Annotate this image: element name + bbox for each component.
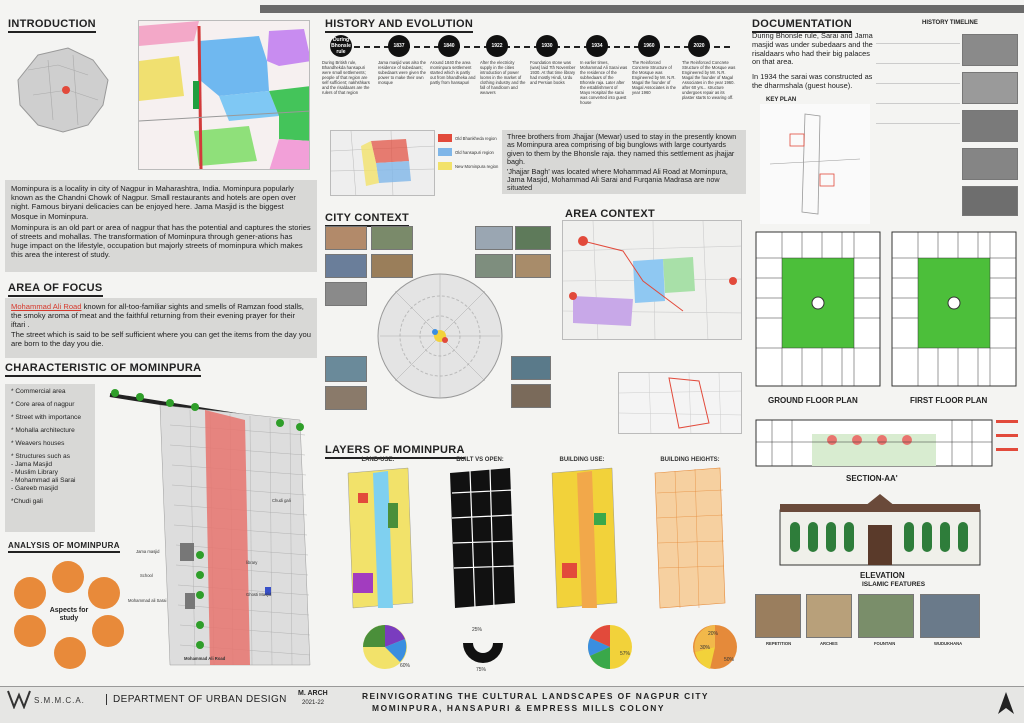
documentation-para-1: During Bhonsle rule, Sarai and Jama masjid was under subedaars and the risaldaars who had their big palaces on that area. [752, 31, 873, 67]
top-rule [260, 5, 1024, 13]
char-item: - Jama Masjid [11, 461, 53, 468]
char-item: *Chudi gali [11, 498, 43, 505]
timeline-year[interactable]: 1922 [486, 35, 508, 57]
focus-title: AREA OF FOCUS [8, 282, 103, 297]
timeline-note: In earlier times, Mohammad Ali Sarai was the residence of the subhedaars of the Bhonsle raja. Later after the establishment of Mayo Hospital the sarai was converted into guest house [580, 60, 628, 105]
ground-floor-plan [752, 228, 884, 390]
city-photo [515, 254, 551, 278]
timeline-year[interactable]: 1934 [586, 35, 608, 57]
islamic-features-title: ISLAMIC FEATURES [862, 581, 926, 588]
area-context-title: AREA CONTEXT [565, 208, 655, 223]
history-timeline [322, 30, 742, 130]
map-label-school: School [140, 573, 153, 578]
nagpur-city-map [8, 40, 118, 140]
feature-label: FOUNTAIN [874, 641, 896, 646]
documentation-text [752, 32, 874, 91]
intro-zoom-map [138, 20, 310, 170]
legend-label: Old hansapuri region [455, 149, 494, 155]
map-label-sarai: Mohammad ali Sarai [128, 598, 167, 603]
aspect-circle [52, 561, 84, 593]
char-item: * Street with importance [11, 414, 81, 421]
timeline-year[interactable]: 1840 [438, 35, 460, 57]
first-floor-plan-label: FIRST FLOOR PLAN [910, 396, 988, 405]
layer-map-label: BUILDING USE: [559, 457, 605, 463]
characteristic-box [5, 384, 95, 532]
pie-label: 60% [400, 663, 411, 669]
timeline-note: Foundation stone was (was) laid 7th November 1930. At that time library had mostly Hindi, Urdu and Persian books [530, 60, 576, 85]
course-name: M. ARCH [298, 690, 328, 697]
aspect-circle [14, 615, 46, 647]
layer-map-label: BUILT VS OPEN: [456, 457, 504, 463]
layer-map-label: LAND-USE: [361, 457, 395, 463]
city-photo [371, 226, 413, 250]
archive-photo [962, 148, 1018, 180]
college-logo-icon [6, 689, 32, 709]
mominpura-street-map [100, 365, 320, 675]
city-context-map [375, 266, 505, 406]
city-photo [325, 254, 367, 278]
archive-photo [962, 72, 1018, 104]
key-plan-drawing [760, 104, 870, 224]
char-item: - Gareeb masjid [11, 485, 58, 492]
settlement-legend [438, 134, 508, 170]
key-plan-label: KEY PLAN [766, 97, 797, 103]
project-title-1: REINVIGORATING THE CULTURAL LANDSCAPES OF NAGPUR CITY [362, 691, 709, 701]
layer-map-land-use [328, 458, 428, 638]
city-photo [325, 356, 367, 382]
char-item: * Mohalla architecture [11, 427, 75, 434]
documentation-title: DOCUMENTATION [752, 18, 852, 33]
legend-label: New Mominpura region [455, 163, 499, 169]
timeline-note: Jama masjid was also the residence of subedaars; subedaars were given the power to make their own mosque [378, 60, 426, 85]
legend-swatch [438, 148, 452, 156]
archive-photo [962, 186, 1018, 216]
ground-floor-plan-label: GROUND FLOOR PLAN [768, 396, 858, 405]
feature-photo-fountain [858, 594, 914, 638]
char-item: - Muslim Library [11, 469, 58, 476]
feature-photo-arches [806, 594, 852, 638]
legend-swatch [438, 162, 452, 170]
first-floor-plan [888, 228, 1020, 390]
documentation-para-2: In 1934 the sarai was constructed as the dharmshala (guest house). [752, 72, 873, 90]
char-item: * Commercial area [11, 388, 66, 395]
timeline-note: The Reinforced Concrete Structure of the Mosque was Engineered by Mr. N.R. Magal the founder of Magal Associates in the year 1960 [632, 60, 676, 95]
archive-photo [962, 110, 1018, 142]
pie-label: 57% [620, 651, 631, 657]
elevation-drawing [770, 490, 990, 570]
layer-map-building-use [532, 458, 632, 638]
aspect-circle [92, 615, 124, 647]
city-photo [511, 384, 551, 408]
timeline-note: Around 1840 the area mominpura settlement started which is partly out from bhandheka and partly from hansapuri [430, 60, 476, 85]
settlement-map [330, 130, 435, 196]
city-context-title: CITY CONTEXT [325, 212, 409, 227]
pie-label: 25% [472, 627, 483, 633]
pie-label: 75% [476, 667, 487, 673]
intro-title: INTRODUCTION [8, 18, 96, 33]
aspects-center-label: Aspects for study [49, 607, 89, 622]
map-label-library: library [246, 560, 258, 565]
elevation-label: ELEVATION [860, 571, 905, 580]
intro-text-box [5, 180, 317, 272]
brothers-text-box [502, 130, 746, 194]
pie-label: 30% [700, 645, 711, 651]
map-label-mohammad-ali-road: Mohammad Ali Road [184, 656, 226, 661]
timeline-year[interactable]: 1837 [388, 35, 410, 57]
city-photo [511, 356, 551, 380]
feature-photo-repetition [755, 594, 801, 638]
characteristic-title: CHARACTERISTIC OF MOMINPURA [5, 362, 201, 377]
history-timeline-title: HISTORY TIMELINE [922, 20, 978, 26]
department-name: DEPARTMENT OF URBAN DESIGN [106, 694, 287, 705]
layer-map-label: BUILDING HEIGHTS: [660, 457, 720, 463]
char-item: - Mohammad ali Sarai [11, 477, 76, 484]
pie-chart-building-use [585, 622, 635, 672]
city-photo [325, 386, 367, 410]
char-item: * Weavers houses [11, 440, 65, 447]
timeline-note: The Reinforced Concrete Structure of the Mosque was Engineered by Mr. N.R. Magal the founder of Magal Associates in the year 1960. after 60 yrs... structure undergoes repair as its plaster starts to wearing off. [682, 60, 736, 100]
north-arrow-icon [996, 690, 1016, 716]
brothers-para-2: 'Jhajjar Bagh' was located where Mohammad Ali Road at Mominpura, Jama Masjid, Mohammad Ali Sarai and Furqania Madrasa are now situated [507, 166, 728, 193]
map-label-chudi-gali: Chudi gali [272, 498, 291, 503]
layers-title: LAYERS OF MOMINPURA [325, 444, 465, 459]
pie-chart-built-open [458, 638, 508, 668]
legend-label: Old Bhankheda region [455, 135, 497, 141]
char-item: * Core area of nagpur [11, 401, 75, 408]
city-photo [325, 226, 367, 250]
feature-label: REPETITION [766, 641, 792, 646]
archive-photo [962, 34, 1018, 66]
city-photo [515, 226, 551, 250]
aspect-circle [14, 577, 46, 609]
timeline-year[interactable]: During Bhonsle rule [331, 37, 351, 55]
intro-para-1: Mominpura is a locality in city of Nagpur in Maharashtra, India. Mominpura popularly known as the Chandni Chowk of Nagpur. Small restaurants and hotels are open over night. Famous biryani delicacies can be enjoyed here. Jama Masjid is the biggest Mosque in Mominpura. [11, 184, 296, 221]
focus-text-2: The street which is said to be self sufficient where you can get the items from the day you are born to the day you die. [11, 329, 311, 348]
aspect-circle [54, 637, 86, 669]
layer-map-building-heights [635, 458, 745, 638]
focus-text-box [5, 298, 317, 358]
brothers-para-1: Three brothers from Jhajjar (Mewar) used to stay in the presently known as Mominpura area comprising of big bunglows with large courtyards given to them by the Bhonsle raja. they named this settlement as jhajjar bagh. [507, 132, 737, 167]
college-name: S.M.M.C.A. [34, 696, 85, 705]
focus-text-1: known for all-too-familiar sights and smells of Ramzan food stalls, the smoky aroma of meat and the faithful returning from their evening prayer for their iftari . [11, 302, 304, 330]
intro-para-2: Mominpura is an old part or area of nagpur that has the potential and captures the stories of streets and mohallas. The transformation of Mominpura through gener-ations has huge impact on the lifestyle, occupation but majorly streets of mominpura which makes this area the interest of study. [11, 222, 311, 260]
city-photo [475, 226, 513, 250]
map-label-jama-masjid: Jama masjid [136, 549, 160, 554]
char-item: * Structures such as [11, 453, 71, 460]
area-context-map [562, 220, 742, 340]
timeline-year[interactable]: 1930 [536, 35, 558, 57]
legend-swatch [438, 134, 452, 142]
city-photo [325, 282, 367, 306]
feature-photo-wudukhana [920, 594, 980, 638]
history-title: HISTORY AND EVOLUTION [325, 18, 473, 33]
project-title-2: MOMINPURA, HANSAPURI & EMPRESS MILLS COLONY [372, 703, 666, 713]
analysis-title: ANALYSIS OF MOMINPURA [8, 541, 120, 553]
timeline-year[interactable]: 2020 [688, 35, 710, 57]
aspect-circle [88, 577, 120, 609]
feature-label: ARCHES [820, 641, 838, 646]
pie-label: 20% [708, 631, 719, 637]
pie-label: 50% [724, 657, 735, 663]
section-label: SECTION-AA' [846, 474, 898, 483]
aspects-diagram [8, 555, 128, 673]
timeline-note: After the electricity supply in the cities introduction of power looms in the market of clothing industry and the fall of handloom and weavers [480, 60, 526, 95]
map-label-ghosti-masjid: Ghosti Masjid [246, 592, 272, 597]
section-drawing [752, 412, 1020, 470]
layer-map-built-open [430, 458, 530, 638]
course-year: 2021-22 [302, 700, 325, 706]
pie-chart-building-heights [690, 622, 740, 672]
timeline-year[interactable]: 1960 [638, 35, 660, 57]
feature-label: WUDUKHANA [934, 641, 963, 646]
timeline-note: During British rule, Bhandhekda hansapuri were small settlements; people of that region are self sufficient; nakhshkars and the risaldaars are the rulers of that region [322, 60, 370, 95]
history-timeline-notes [876, 30, 960, 220]
focus-road-link[interactable]: Mohammad Ali Road [11, 302, 82, 311]
city-context-panel [325, 226, 553, 436]
area-context-detail-map [618, 372, 742, 434]
